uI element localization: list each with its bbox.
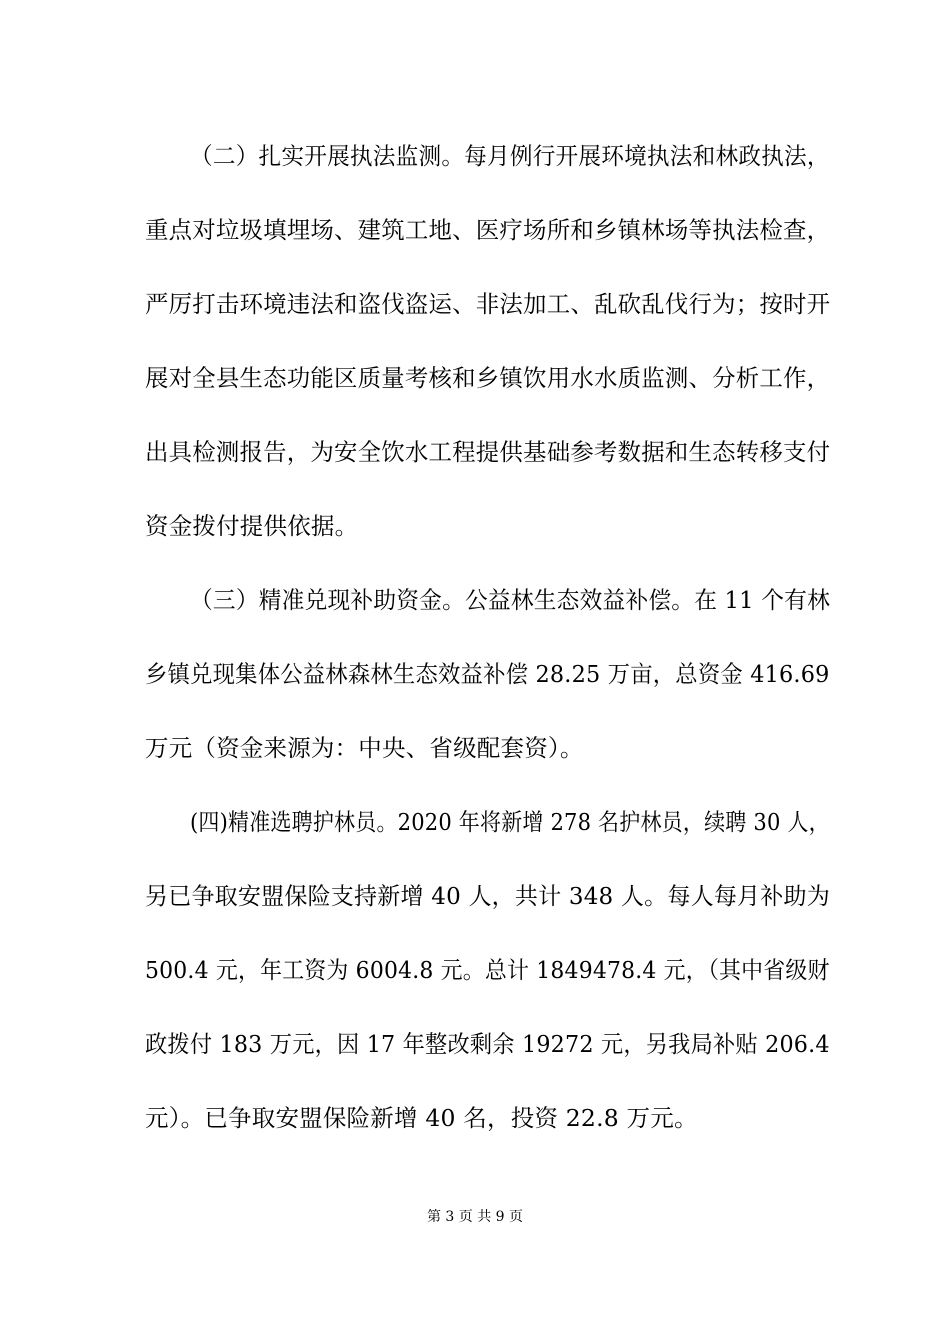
paragraph-line: (四)精准选聘护林员。2020 年将新增 278 名护林员，续聘 30 人，	[190, 808, 830, 836]
paragraph-line: 资金拨付提供依据。	[145, 512, 359, 540]
paragraph-line: 元）。已争取安盟保险新增 40 名，投资 22.8 万元。	[145, 1104, 698, 1132]
page-number-footer: 第 3 页 共 9 页	[426, 1209, 524, 1225]
paragraph-line: 另已争取安盟保险支持新增 40 人，共计 348 人。每人每月补助为	[145, 882, 830, 910]
paragraph-line: 万元（资金来源为：中央、省级配套资）。	[145, 734, 584, 762]
paragraph-line: 500.4 元，年工资为 6004.8 元。总计 1849478.4 元，（其中省级财	[145, 956, 830, 984]
paragraph-line: （二）扎实开展执法监测。每月例行开展环境执法和林政执法，	[190, 142, 830, 170]
paragraph-line: 重点对垃圾填埋场、建筑工地、医疗场所和乡镇林场等执法检查，	[145, 216, 831, 244]
paragraph-line: 政拨付 183 万元，因 17 年整改剩余 19272 元，另我局补贴 206.4	[145, 1030, 830, 1058]
paragraph-line: 出具检测报告，为安全饮水工程提供基础参考数据和生态转移支付	[145, 438, 831, 466]
paragraph-line: （三）精准兑现补助资金。公益林生态效益补偿。在 11 个有林	[190, 586, 831, 614]
paragraph-line: 展对全县生态功能区质量考核和乡镇饮用水水质监测、分析工作，	[145, 364, 831, 392]
paragraph-line: 乡镇兑现集体公益林森林生态效益补偿 28.25 万亩，总资金 416.69	[145, 660, 830, 688]
paragraph-line: 严厉打击环境违法和盗伐盗运、非法加工、乱砍乱伐行为；按时开	[145, 290, 831, 318]
